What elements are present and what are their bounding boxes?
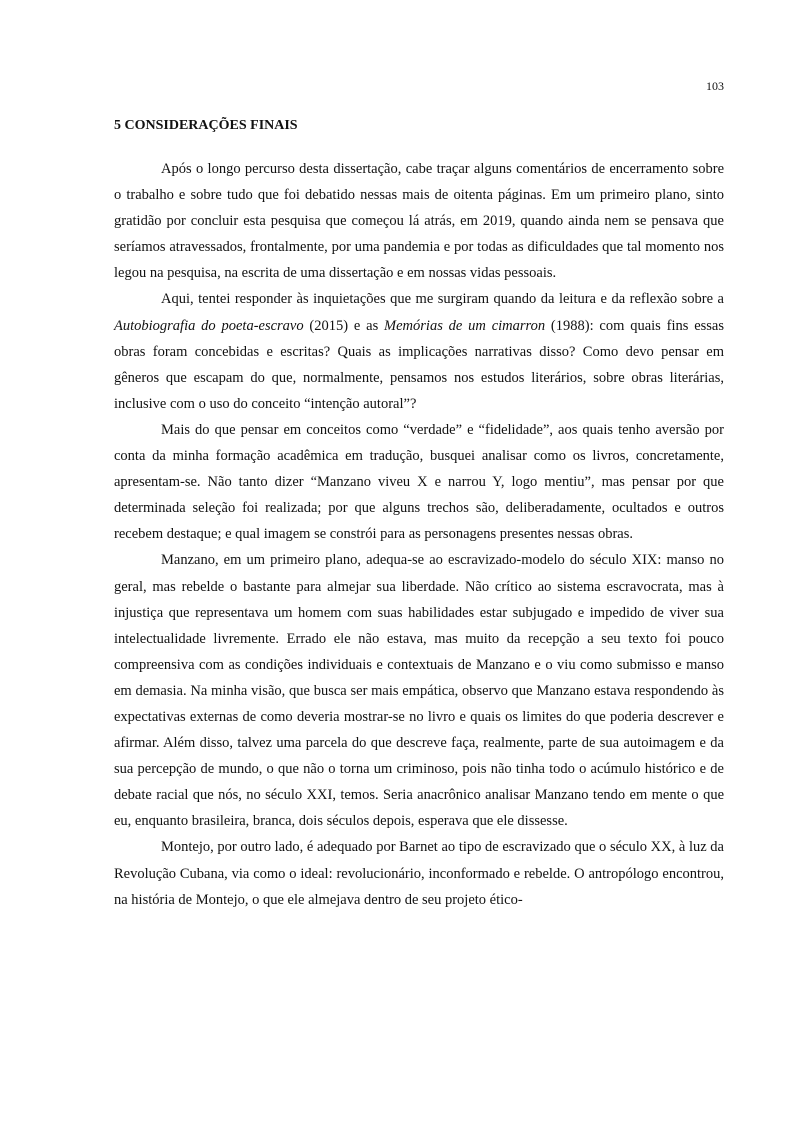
paragraph-2-text-a: Aqui, tentei responder às inquietações que me surgiram quando da leitura e da reflexão sobre a bbox=[161, 291, 724, 308]
paragraph-2-text-b: (2015) e as bbox=[303, 317, 385, 334]
paragraph-2-text-c: (1988): com quais fins essas obras foram concebidas e escritas? Quais as implicações narrativas disso? Como devo pensar em gêneros que escapam do que, normalmente, pensamos nos estudos literários, sobre obras literárias, inclusive com o uso do conceito “intenção autoral”? bbox=[114, 317, 724, 412]
paragraph-2 bbox=[114, 286, 724, 416]
book-title-autobiografia: Autobiografia do poeta-escravo bbox=[114, 317, 304, 334]
paragraph-3: Mais do que pensar em conceitos como “verdade” e “fidelidade”, aos quais tenho aversão por conta da minha formação acadêmica em tradução, busquei analisar como os livros, concretamente, apresentam-se. Não tanto dizer “Manzano viveu X e narrou Y, logo mentiu”, mas pensar por que determinada seleção foi realizada; por que alguns trechos são, deliberadamente, ocultados e outros recebem destaque; e qual imagem se constrói para as personagens presentes nessas obras. bbox=[114, 421, 724, 543]
chapter-title: 5 CONSIDERAÇÕES FINAIS bbox=[114, 118, 298, 133]
book-title-memorias: Memórias de um cimarron bbox=[384, 317, 546, 334]
paragraph-5: Montejo, por outro lado, é adequado por Barnet ao tipo de escravizado que o século XX, à luz da Revolução Cubana, via como o ideal: revolucionário, inconformado e rebelde. O antropólogo encontrou, na história de Montejo, o que ele almejava dentro de seu projeto ético- bbox=[114, 839, 724, 908]
paragraph-4: Manzano, em um primeiro plano, adequa-se ao escravizado-modelo do século XIX: manso no geral, mas rebelde o bastante para almejar sua liberdade. Não crítico ao sistema escravocrata, mas à injustiça que representava um homem com suas habilidades estar subjugado e impedido de viver sua intelectualidade livremente. Errado ele não estava, mas muito da recepção a seu texto foi pouco compreensiva com as condições individuais e contextuais de Manzano e o viu como submisso e manso em demasia. Na minha visão, que busca ser mais empática, observo que Manzano estava respondendo às expectativas externas de como deveria mostrar-se no livro e quais os limites do que poderia descrever e afirmar. Além disso, talvez uma parcela do que descreve faça, realmente, parte de sua autoimagem e da sua percepção de mundo, o que não o torna um criminoso, pois não tinha todo o acúmulo histórico e de debate racial que nós, no século XXI, temos. Seria anacrônico analisar Manzano tendo em mente o que eu, enquanto brasileira, branca, dois séculos depois, esperava que ele dissesse. bbox=[114, 552, 724, 830]
page-number: 103 bbox=[706, 79, 724, 93]
paragraph-1: Após o longo percurso desta dissertação, cabe traçar alguns comentários de encerramento sobre o trabalho e sobre tudo que foi debatido nessas mais de oitenta páginas. Em um primeiro plano, sinto gratidão por concluir esta pesquisa que começou lá atrás, em 2019, quando ainda nem se pensava que seríamos atravessados, frontalmente, por uma pandemia e por todas as dificuldades que tal momento nos legou na pesquisa, na escrita de uma dissertação e em nossas vidas pessoais. bbox=[114, 161, 724, 282]
page-content bbox=[114, 117, 724, 913]
